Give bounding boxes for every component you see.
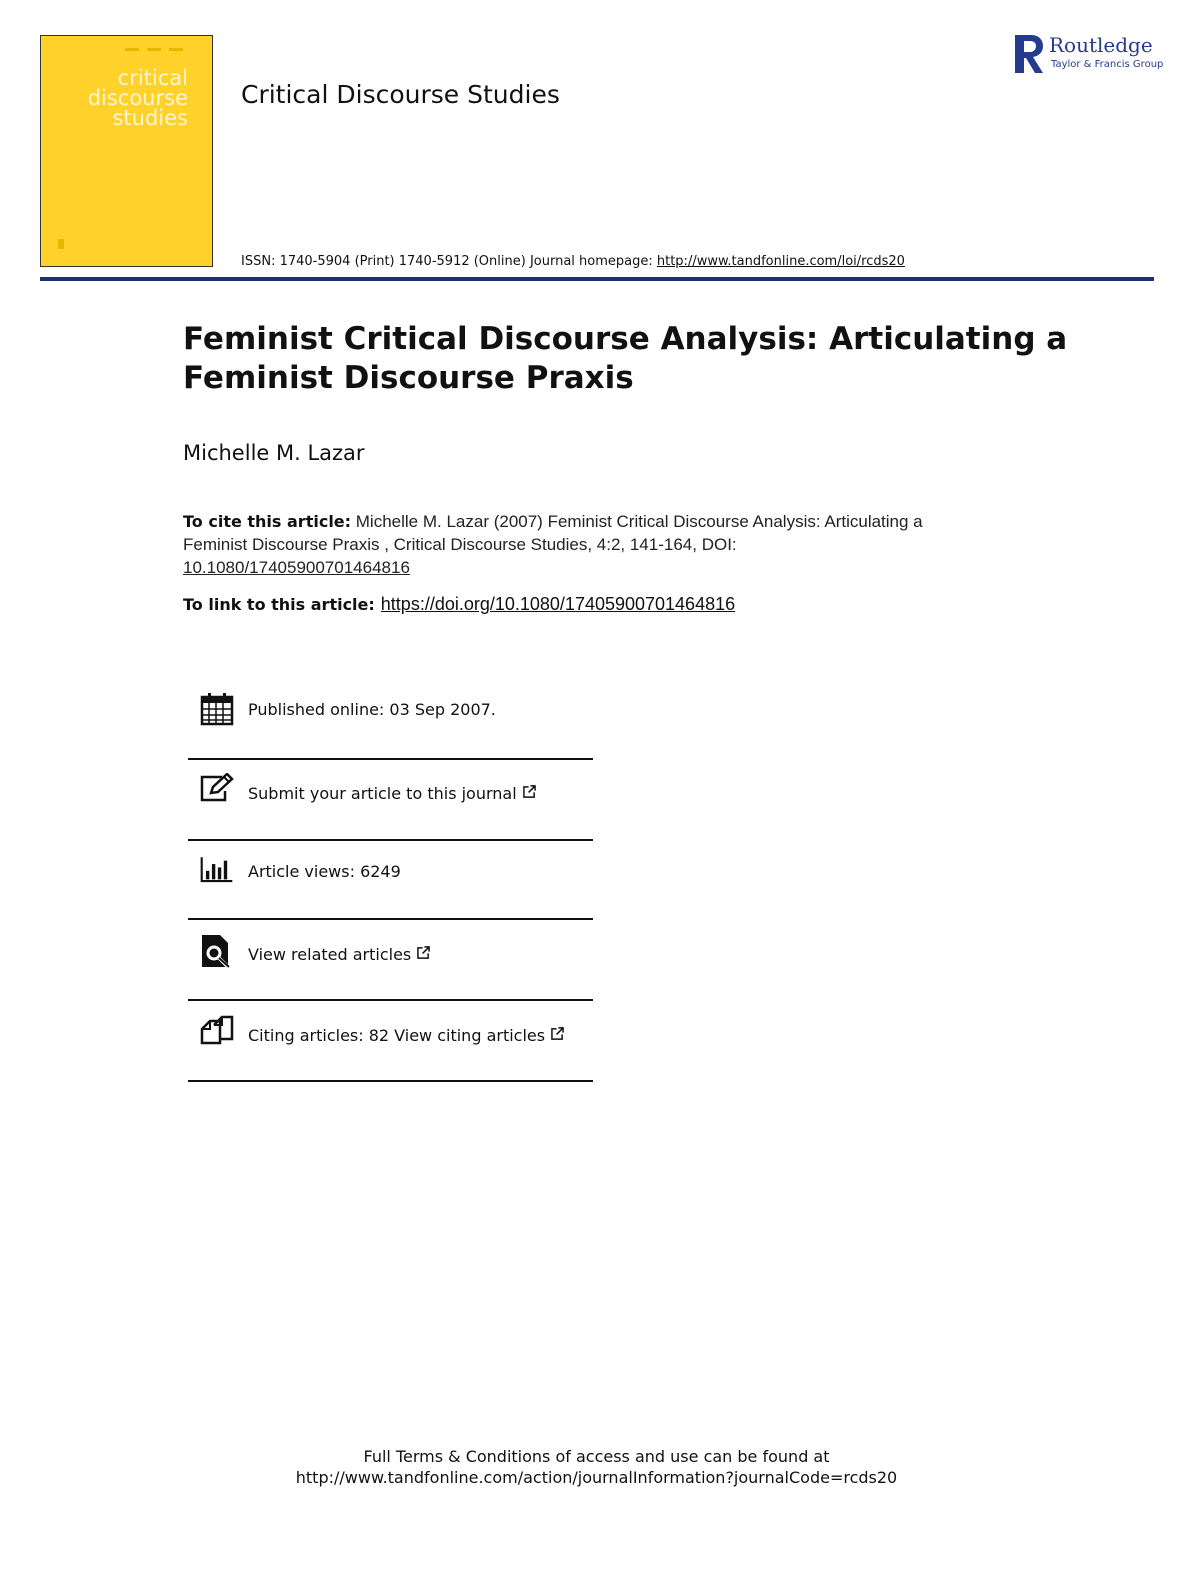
info-divider: [188, 839, 593, 841]
citing-articles-link[interactable]: [248, 1026, 564, 1045]
external-link-icon: [417, 946, 430, 959]
routledge-logo: [1013, 33, 1164, 75]
external-link-icon: [523, 785, 536, 798]
citation: [183, 510, 943, 579]
citation-doi-link[interactable]: 10.1080/17405900701464816: [183, 558, 410, 577]
routledge-r-icon: [1013, 33, 1045, 75]
publisher-name: Routledge: [1049, 33, 1153, 57]
bar-chart-icon: [200, 853, 234, 887]
calendar-icon: [200, 692, 234, 726]
edit-icon: [200, 773, 234, 807]
submit-article-label: Submit your article to this journal: [248, 784, 517, 803]
citing-articles-label: Citing articles: 82 View citing articles: [248, 1026, 546, 1045]
cover-decoration: [125, 48, 189, 51]
footer: [0, 1446, 1193, 1488]
article-doi-url[interactable]: https://doi.org/10.1080/17405900701464816: [380, 594, 736, 614]
journal-homepage-link[interactable]: http://www.tandfonline.com/loi/rcds20: [656, 254, 905, 269]
cover-title-line: studies: [112, 106, 188, 130]
article-link-label: To link to this article:: [183, 595, 375, 614]
citation-text: Michelle M. Lazar (2007) Feminist Critical Discourse Analysis: Articulating a Feminist Discourse Praxis , Critical Discourse Studies, 4:2, 141-164, DOI:: [183, 512, 923, 554]
related-articles-link[interactable]: [248, 945, 430, 964]
footer-terms-url[interactable]: http://www.tandfonline.com/action/journalInformation?journalCode=rcds20: [295, 1468, 898, 1487]
submit-article-link[interactable]: [248, 784, 536, 803]
cover-title-line: critical: [117, 66, 188, 90]
citation-label: To cite this article:: [183, 512, 352, 531]
info-divider: [188, 918, 593, 920]
issn-text: ISSN: 1740-5904 (Print) 1740-5912 (Online) Journal homepage:: [241, 254, 657, 269]
info-divider: [188, 999, 593, 1001]
cover-title: [88, 68, 188, 128]
citing-articles-icon: [200, 1015, 234, 1049]
header-divider: [40, 277, 1154, 281]
article-views: Article views: 6249: [248, 862, 401, 881]
publisher-group: Taylor & Francis Group: [1051, 59, 1164, 70]
related-articles-label: View related articles: [248, 945, 412, 964]
info-divider: [188, 758, 593, 760]
published-date: Published online: 03 Sep 2007.: [248, 700, 496, 719]
issn-line: [241, 254, 905, 269]
article-link: [183, 594, 735, 615]
journal-cover: [40, 35, 213, 267]
cover-title-line: discourse: [87, 86, 188, 110]
search-document-icon: [200, 934, 234, 968]
info-divider: [188, 1080, 593, 1082]
external-link-icon: [551, 1027, 564, 1040]
article-author: Michelle M. Lazar: [183, 441, 365, 465]
cover-publisher-logo: [58, 239, 92, 249]
journal-title: Critical Discourse Studies: [241, 80, 560, 109]
article-title: Feminist Critical Discourse Analysis: Articulating a Feminist Discourse Praxis: [183, 321, 1068, 396]
footer-terms: Full Terms & Conditions of access and use can be found at: [363, 1447, 830, 1466]
